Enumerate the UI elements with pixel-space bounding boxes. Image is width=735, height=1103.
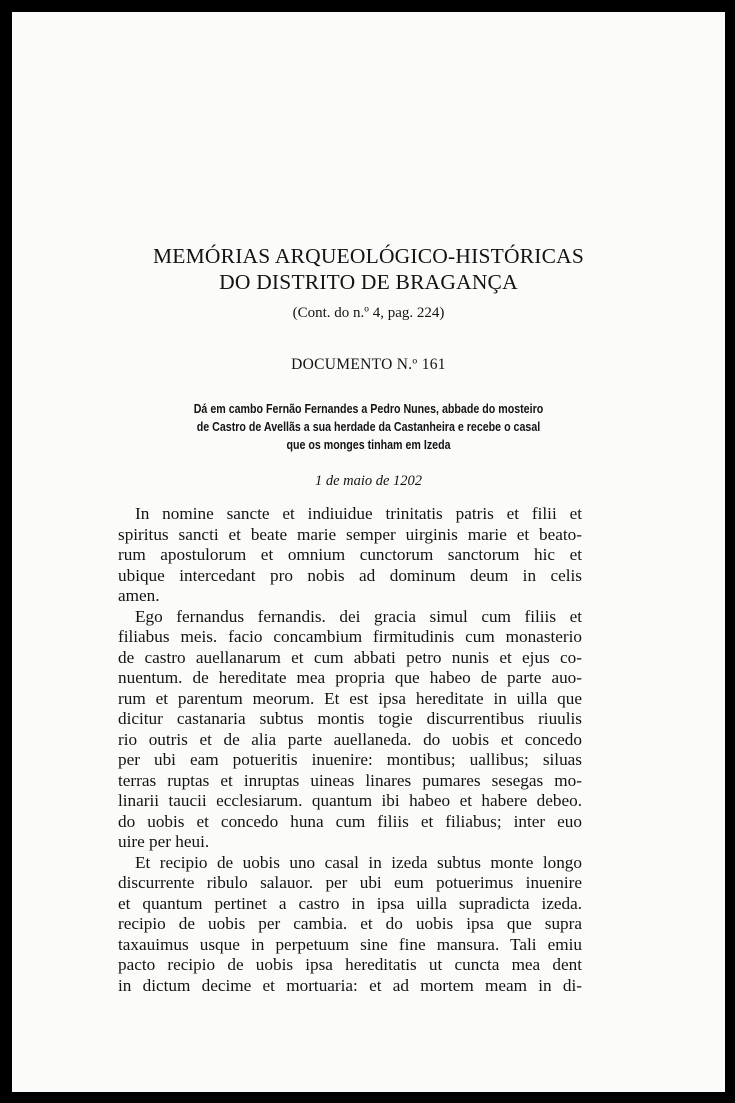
page-title-line-2: DO DISTRITO DE BRAGANÇA xyxy=(219,270,518,294)
body-line: rum et parentum meorum. Et est ipsa hereditate in uilla que xyxy=(118,688,582,708)
body-line: ubique intercedant pro nobis ad dominum deum in celis xyxy=(118,565,582,585)
body-line: taxauimus usque in perpetuum sine fine mansura. Tali emiu xyxy=(118,934,582,954)
body-line: Et recipio de uobis uno casal in izeda subtus monte longo xyxy=(135,852,582,872)
body-line: uire per heui. xyxy=(118,832,210,851)
body-line: per ubi eam potueritis inuenire: montibus; uallibus; siluas xyxy=(118,750,582,769)
summary-line-1: Dá em cambo Fernão Fernandes a Pedro Nunes, abbade do mosteiro xyxy=(193,401,544,416)
page-title-line-1: MEMÓRIAS ARQUEOLÓGICO-HISTÓRICAS xyxy=(152,244,585,268)
body-line: amen. xyxy=(118,586,160,605)
summary-line-2: de Castro de Avellãs a sua herdade da Castanheira e recebe o casal xyxy=(196,419,541,434)
body-line: et quantum pertinet a castro in ipsa uilla supradicta izeda. xyxy=(118,893,582,913)
document-body xyxy=(118,504,582,996)
body-line: do uobis et concedo huna cum filiis et filiabus; inter euo xyxy=(118,811,582,831)
body-line: spiritus sancti et beate marie semper uirginis marie et beato- xyxy=(118,524,582,544)
body-line: filiabus meis. facio concambium firmitudinis cum monasterio xyxy=(118,627,582,646)
body-line: linarii taucii ecclesiarum. quantum ibi habeo et habere debeo. xyxy=(118,791,582,810)
body-line: in dictum decime et mortuaria: et ad mortem meam in di- xyxy=(118,975,582,995)
body-line: terras ruptas et inruptas uineas linares pumares sesegas mo- xyxy=(118,770,582,790)
body-line: pacto recipio de uobis ipsa hereditatis ut cuncta mea dent xyxy=(118,955,582,974)
body-line: nuentum. de hereditate mea propria que habeo de parte auo- xyxy=(118,668,582,687)
body-line: de castro auellanarum et cum abbati petro nunis et ejus co- xyxy=(118,647,582,667)
continuation-note: (Cont. do n.º 4, pag. 224) xyxy=(292,305,445,321)
body-line: discurrente ribulo salauor. per ubi eum potuerimus inuenire xyxy=(118,873,582,892)
body-line: In nomine sancte et indiuidue trinitatis patris et filii et xyxy=(135,504,582,523)
body-line: rio outris et de alia parte auellaneda. do uobis et concedo xyxy=(118,729,582,749)
body-line: recipio de uobis per cambia. et do uobis ipsa que supra xyxy=(118,914,582,933)
document-page xyxy=(12,12,725,1092)
summary-line-3: que os monges tinham em Izeda xyxy=(286,437,451,452)
document-number: DOCUMENTO N.º 161 xyxy=(291,356,446,373)
document-date: 1 de maio de 1202 xyxy=(314,473,423,489)
body-line: dicitur castanaria subtus montis togie discurrentibus riuulis xyxy=(118,709,582,728)
body-line: rum apostulorum et omnium cunctorum sanctorum hic et xyxy=(118,545,582,564)
body-line: Ego fernandus fernandis. dei gracia simul cum filiis et xyxy=(135,606,582,626)
